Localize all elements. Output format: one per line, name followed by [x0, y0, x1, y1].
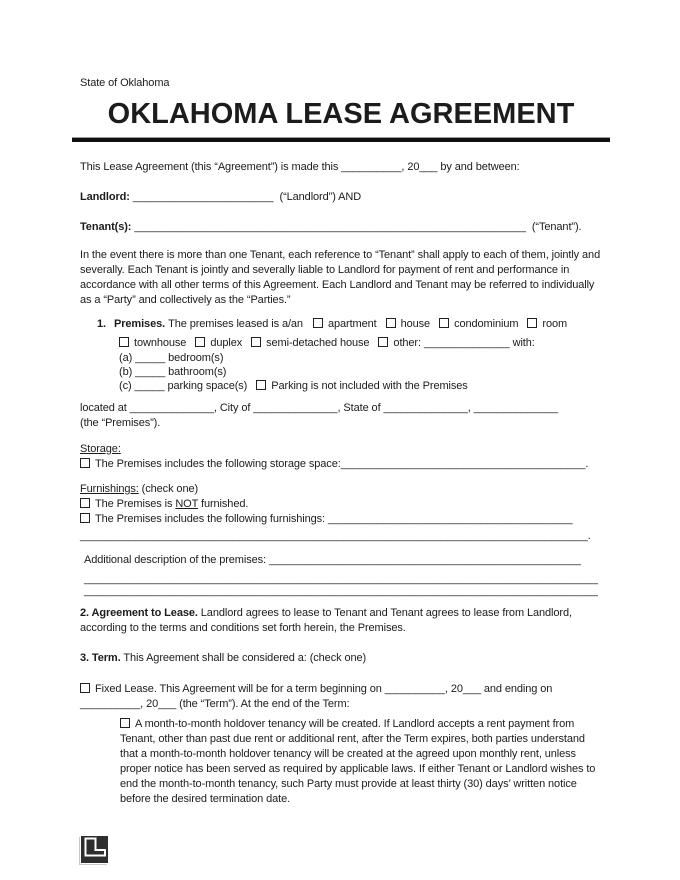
additional-description-block — [80, 553, 602, 597]
fixed-lease-line-1: Fixed Lease. This Agreement will be for a term beginning on __________, 20___ and ending on — [80, 682, 602, 697]
checkbox-parking-not-included[interactable] — [256, 380, 266, 390]
option-room-label: room — [542, 318, 568, 330]
title-divider — [72, 137, 610, 142]
landlord-name-blank[interactable]: _______________________ — [132, 191, 274, 203]
additional-description-blank-2[interactable]: ____________________________________________________________________________________ — [84, 573, 598, 585]
storage-heading: Storage: — [80, 443, 121, 455]
logo-icon — [80, 836, 108, 864]
holdover-tenancy-text: A month-to-month holdover tenancy will be created. If Landlord accepts a rent payment from Tenant, other than past due rent or additional rent, after the Term expires, both parties understand that a month-to-month holdover tenancy will be created at the agreed upon monthly rent, unless proper notice has been served as required by applicable laws. If either Tenant or Landlord wishes to end the month-to-month tenancy, such Party must provide at least thirty (30) days’ written notice before the desired termination date. — [120, 718, 596, 805]
includes-furnishings-line: The Premises includes the following furnishings: ________________________________________ — [80, 512, 602, 527]
checkbox-fixed-lease[interactable] — [80, 683, 90, 693]
holdover-tenancy-block — [120, 717, 602, 807]
option-apartment-label: apartment — [327, 318, 377, 330]
made-line: This Lease Agreement (this “Agreement”) is made this __________, 20___ by and between: — [80, 161, 520, 173]
located-block — [80, 401, 602, 431]
tenant-name-blank[interactable]: ________________________________________________________________ — [134, 221, 526, 233]
option-house-label: house — [400, 318, 431, 330]
checkbox-holdover-tenancy[interactable] — [120, 718, 130, 728]
checkbox-not-furnished[interactable] — [80, 498, 90, 508]
other-type-blank[interactable]: ______________ — [423, 337, 510, 349]
storage-space-blank[interactable]: ________________________________________. — [340, 458, 589, 470]
landlord-rest: (“Landlord”) AND — [276, 191, 362, 203]
tenant-label: Tenant(s): — [80, 221, 132, 233]
parking-not-included-label: Parking is not included with the Premises — [271, 380, 468, 392]
option-duplex-label: duplex — [210, 337, 243, 349]
landlord-label: Landlord: — [80, 191, 130, 203]
storage-option-line — [80, 457, 602, 472]
storage-block — [80, 442, 602, 472]
option-condominium-label: condominium — [454, 318, 519, 330]
located-tail: (the “Premises”). — [80, 417, 161, 429]
checkbox-condominium[interactable] — [439, 318, 449, 328]
checkbox-semi-detached[interactable] — [251, 337, 261, 347]
option-semi-detached-label: semi-detached house — [266, 337, 370, 349]
additional-description-blank-1[interactable]: ___________________________________________________ — [268, 554, 581, 566]
premises-type-line-1: 1. Premises. The premises leased is a/an apartment house condominium room — [97, 318, 568, 330]
bathrooms-line: (b) _____ bathroom(s) — [119, 366, 227, 378]
with-label: with: — [512, 337, 535, 349]
tenant-line — [80, 220, 602, 235]
bedrooms-line: (a) _____ bedroom(s) — [119, 352, 224, 364]
joint-severally-paragraph: In the event there is more than one Tenant, each reference to “Tenant” shall apply to each of them, jointly and severally. Each Tenant is jointly and severally liable to Landlord for payment of rent and performance in accordance with all other terms of this Agreement. Each Landlord and Tenant may be referred to individually as a “Party” and collectively as the “Parties.” — [80, 249, 601, 306]
landlord-line — [80, 190, 602, 205]
option-other-label: other: — [393, 337, 421, 349]
fixed-lease-line-2: __________, 20___ (the “Term”). At the end of the Term: — [80, 698, 350, 710]
checkbox-apartment[interactable] — [313, 318, 323, 328]
furnishings-heading: Furnishings: (check one) — [80, 483, 199, 495]
furnishings-blank-1[interactable]: ________________________________________ — [327, 513, 573, 525]
checkbox-townhouse[interactable] — [119, 337, 129, 347]
checkbox-duplex[interactable] — [195, 337, 205, 347]
section-premises — [97, 317, 602, 394]
section-agreement-to-lease: 2. Agreement to Lease. Landlord agrees to lease to Tenant and Tenant agrees to lease from Landlord, according to the terms and conditions set forth herein, the Premises. — [80, 607, 572, 634]
parking-line: (c) _____ parking space(s) Parking is not included with the Premises — [119, 380, 468, 392]
legal-templates-logo — [80, 836, 108, 864]
page-title: OKLAHOMA LEASE AGREEMENT — [107, 98, 575, 130]
furnishings-blank-2[interactable]: ___________________________________________________________________________________. — [80, 530, 591, 542]
storage-option-label: The Premises includes the following storage space: — [95, 458, 341, 470]
tenant-rest: (“Tenant”). — [528, 221, 582, 233]
not-furnished-line: The Premises is NOT furnished. — [80, 497, 602, 512]
additional-description-blank-3[interactable]: ____________________________________________________________________________________ — [84, 585, 598, 597]
premises-heading: Premises. — [113, 318, 166, 330]
additional-description-line: Additional description of the premises: ___________________________________________________ — [84, 554, 581, 566]
checkbox-includes-furnishings[interactable] — [80, 513, 90, 523]
checkbox-room[interactable] — [527, 318, 537, 328]
option-townhouse-label: townhouse — [134, 337, 187, 349]
checkbox-other[interactable] — [378, 337, 388, 347]
checkbox-storage-space[interactable] — [80, 458, 90, 468]
premises-type-line-2 — [119, 336, 602, 351]
agreement-to-lease-heading: 2. Agreement to Lease. — [80, 607, 198, 619]
located-line: located at ______________, City of ______________, State of ______________, ______________ — [80, 402, 558, 414]
fixed-lease-block — [80, 682, 602, 712]
section-term: 3. Term. This Agreement shall be considered a: (check one) — [80, 652, 367, 664]
state-label: State of Oklahoma — [80, 77, 170, 89]
not-word: NOT — [175, 498, 199, 510]
checkbox-house[interactable] — [386, 318, 396, 328]
term-heading: 3. Term. — [80, 652, 121, 664]
furnishings-block — [80, 482, 602, 542]
premises-number: 1. — [97, 318, 106, 330]
